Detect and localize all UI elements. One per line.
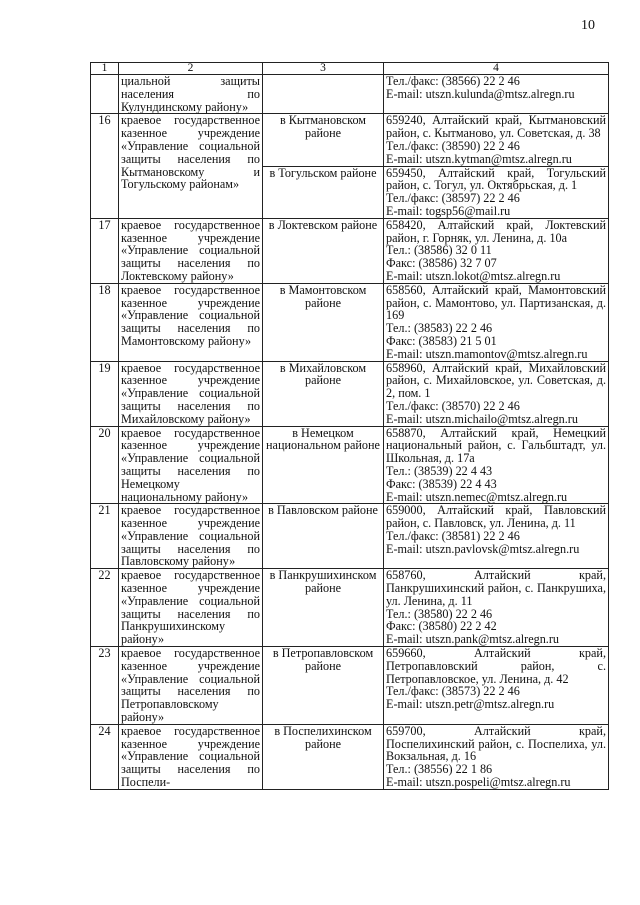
organization-name: краевое государственное казенное учреждение «Управление социальной защиты населения по Панкрушихинскому району» [119, 569, 263, 647]
contact-details [384, 75, 609, 114]
table-row [91, 647, 609, 725]
organization-name: краевое государственное казенное учреждение «Управление социальной защиты населения по Поспели- [119, 724, 263, 789]
district-name: в Михайловском районе [263, 361, 384, 426]
phone-line: Тел.: (38583) 22 2 46 [386, 321, 493, 336]
table-row [91, 361, 609, 426]
district-name: в Панкрушихинском районе [263, 569, 384, 647]
email-line: E-mail: utszn.lokot@mtsz.alregn.ru [386, 268, 561, 283]
phone-line: Факс: (38586) 32 7 07 [386, 256, 497, 271]
district-name: в Поспелихинском районе [263, 724, 384, 789]
table-row [91, 75, 609, 114]
phone-line: Тел./факс: (38581) 22 2 46 [386, 528, 520, 543]
phone-line: Тел.: (38580) 22 2 46 [386, 606, 493, 621]
phone-line: Тел.: (38586) 32 0 11 [386, 243, 492, 258]
institutions-table [90, 62, 609, 790]
district-name: в Локтевском районе [263, 218, 384, 283]
address-line: 659660, Алтайский край, Петропавловский район, с. Петропавловское, ул. Ленина, д. 42 [386, 646, 606, 686]
row-number: 20 [91, 426, 119, 504]
row-number: 19 [91, 361, 119, 426]
table-row [91, 426, 609, 504]
email-line: E-mail: utszn.michailo@mtsz.alregn.ru [386, 411, 578, 426]
email-line: E-mail: utszn.pavlovsk@mtsz.alregn.ru [386, 541, 580, 556]
email-line: E-mail: utszn.petr@mtsz.alregn.ru [386, 697, 555, 712]
contact-details [384, 361, 609, 426]
district-name: в Петропавловском районе [263, 647, 384, 725]
address-line: 659450, Алтайский край, Тогульский район, с. Тогул, ул. Октябрьская, д. 1 [386, 166, 606, 193]
address-line: 658870, Алтайский край, Немецкий национальный район, с. Гальбштадт, ул. Школьная, д. 17а [386, 426, 606, 466]
contact-details [384, 504, 609, 569]
contact-details [384, 724, 609, 789]
row-number: 18 [91, 283, 119, 361]
row-number: 24 [91, 724, 119, 789]
organization-name: краевое государственное казенное учреждение «Управление социальной защиты населения по Петропавловскому району» [119, 647, 263, 725]
organization-name: краевое государственное казенное учреждение «Управление социальной защиты населения по Кытмановскому и Тогульскому районам» [119, 114, 263, 218]
organization-name: краевое государственное казенное учреждение «Управление социальной защиты населения по Михайловскому району» [119, 361, 263, 426]
header-cell: 1 [91, 63, 119, 75]
email-line: E-mail: utszn.pospeli@mtsz.alregn.ru [386, 775, 571, 790]
table-row [91, 724, 609, 789]
district-name: в Тогульском районе [263, 166, 384, 218]
table-row [91, 283, 609, 361]
phone-line: Тел./факс: (38566) 22 2 46 [386, 74, 520, 88]
table-row [91, 114, 609, 166]
phone-line: Факс: (38580) 22 2 42 [386, 619, 497, 634]
address-line: 659000, Алтайский край, Павловский район, с. Павловск, ул. Ленина, д. 11 [386, 503, 606, 531]
district-name: в Немецком национальном районе [263, 426, 384, 504]
email-line: E-mail: utszn.nemec@mtsz.alregn.ru [386, 489, 568, 504]
email-line: E-mail: utszn.pank@mtsz.alregn.ru [386, 632, 559, 647]
table-row [91, 569, 609, 647]
phone-line: Тел./факс: (38590) 22 2 46 [386, 138, 520, 153]
page-number: 10 [581, 18, 595, 33]
contact-details [384, 218, 609, 283]
email-line: E-mail: utszn.kulunda@mtsz.alregn.ru [386, 86, 575, 101]
contact-details [384, 569, 609, 647]
contact-details [384, 283, 609, 361]
address-line: 659240, Алтайский край, Кытмановский район, с. Кытманово, ул. Советская, д. 38 [386, 113, 606, 141]
row-number: 17 [91, 218, 119, 283]
phone-line: Тел./факс: (38597) 22 2 46 [386, 191, 520, 206]
organization-name: циальной защиты населения по Кулундинскому району» [119, 75, 263, 114]
district-name: в Мамонтовском районе [263, 283, 384, 361]
table-header-row [91, 63, 609, 75]
contact-details [384, 647, 609, 725]
district-name [263, 75, 384, 114]
address-line: 659700, Алтайский край, Поспелихинский район, с. Поспелиха, ул. Вокзальная, д. 16 [386, 724, 606, 764]
row-number: 21 [91, 504, 119, 569]
organization-name: краевое государственное казенное учреждение «Управление социальной защиты населения по Немецкому национальному району» [119, 426, 263, 504]
address-line: 658560, Алтайский край, Мамонтовский район, с. Мамонтово, ул. Партизанская, д. 169 [386, 283, 606, 323]
address-line: 658960, Алтайский край, Михайловский район, с. Михайловское, ул. Советская, д. 2, пом. 1 [386, 361, 606, 401]
table-row [91, 218, 609, 283]
district-name: в Павловском районе [263, 504, 384, 569]
table-row [91, 504, 609, 569]
row-number [91, 75, 119, 114]
organization-name: краевое государственное казенное учреждение «Управление социальной защиты населения по Локтевскому району» [119, 218, 263, 283]
header-cell: 3 [263, 63, 384, 75]
row-number: 23 [91, 647, 119, 725]
phone-line: Тел.: (38556) 22 1 86 [386, 762, 493, 777]
email-line: E-mail: utszn.mamontov@mtsz.alregn.ru [386, 346, 588, 361]
district-name: в Кытмановском районе [263, 114, 384, 166]
contact-details [384, 166, 609, 218]
phone-line: Тел.: (38539) 22 4 43 [386, 463, 493, 478]
contact-details [384, 114, 609, 166]
phone-line: Факс: (38539) 22 4 43 [386, 476, 497, 491]
row-number: 22 [91, 569, 119, 647]
header-cell: 4 [384, 63, 609, 75]
phone-line: Тел./факс: (38570) 22 2 46 [386, 398, 520, 413]
email-line: E-mail: togsp56@mail.ru [386, 203, 511, 218]
address-line: 658760, Алтайский край, Панкрушихинский район, с. Панкрушиха, ул. Ленина, д. 11 [386, 568, 606, 608]
phone-line: Факс: (38583) 21 5 01 [386, 333, 497, 348]
row-number: 16 [91, 114, 119, 218]
organization-name: краевое государственное казенное учреждение «Управление социальной защиты населения по Павловскому району» [119, 504, 263, 569]
email-line: E-mail: utszn.kytman@mtsz.alregn.ru [386, 151, 572, 166]
address-line: 658420, Алтайский край, Локтевский район, г. Горняк, ул. Ленина, д. 10а [386, 218, 606, 245]
phone-line: Тел./факс: (38573) 22 2 46 [386, 684, 520, 699]
organization-name: краевое государственное казенное учреждение «Управление социальной защиты населения по Мамонтовскому району» [119, 283, 263, 361]
header-cell: 2 [119, 63, 263, 75]
contact-details [384, 426, 609, 504]
